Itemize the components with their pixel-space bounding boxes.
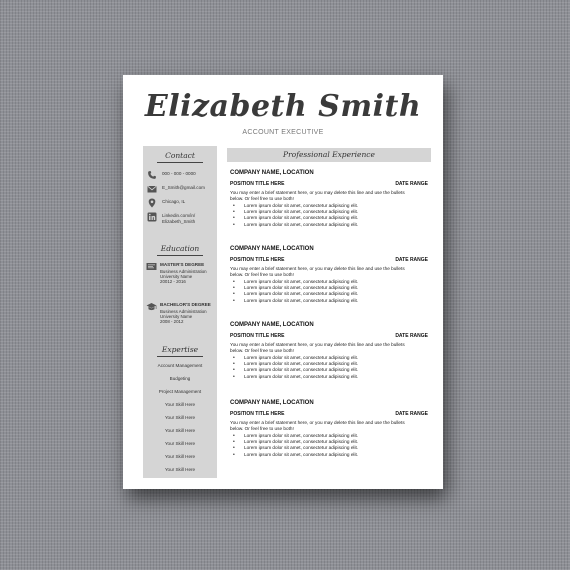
contact-divider (157, 162, 203, 163)
job-bullet: • Lorem ipsum dolor sit amet, consectetur adipiscing elit. (230, 203, 358, 209)
skill-item: Your Skill Here (164, 454, 196, 459)
job-description-line: below. Or feel free to use both! (230, 272, 294, 277)
education-degree: BACHELOR'S DEGREE (160, 302, 211, 307)
job-bullet: • Lorem ipsum dolor sit amet, consectetur adipiscing elit. (230, 374, 358, 380)
job-bullet: • Lorem ipsum dolor sit amet, consectetur adipiscing elit. (230, 291, 358, 297)
job-company: COMPANY NAME, LOCATION (230, 246, 314, 252)
expertise-heading: Expertise (161, 345, 199, 354)
job-description-line: You may enter a brief statement here, or you may delete this line and use the bullets (230, 266, 405, 271)
job-bullet: • Lorem ipsum dolor sit amet, consectetur adipiscing elit. (230, 433, 358, 439)
linkedin-line-1: Linkedin.com/in/ (162, 213, 196, 218)
job-description (230, 342, 425, 354)
job-company: COMPANY NAME, LOCATION (230, 322, 314, 328)
skill-item: Budgeting (169, 376, 191, 381)
job-description-line: You may enter a brief statement here, or you may delete this line and use the bullets (230, 420, 405, 425)
resume-page (123, 75, 443, 489)
contact-phone-text: 000 - 000 - 0000 (162, 171, 196, 176)
email-icon (147, 184, 157, 194)
education-heading: Education (160, 244, 200, 253)
skill-item: Account Management (157, 363, 203, 368)
sidebar (143, 146, 217, 478)
education-divider (157, 255, 203, 256)
education-school: University Name (160, 274, 193, 279)
contact-email-text: E_Smith@gmail.com (162, 185, 205, 190)
job-position: POSITION TITLE HERE (230, 257, 285, 263)
job-company: COMPANY NAME, LOCATION (230, 400, 314, 406)
job-date-range: DATE RANGE (395, 181, 428, 187)
job-description (230, 420, 425, 432)
education-school: University Name (160, 314, 193, 319)
job-position: POSITION TITLE HERE (230, 333, 285, 339)
job-bullet: • Lorem ipsum dolor sit amet, consectetur adipiscing elit. (230, 439, 358, 445)
job-bullet: • Lorem ipsum dolor sit amet, consectetur adipiscing elit. (230, 298, 358, 304)
skill-item: Your Skill Here (164, 428, 196, 433)
education-years: 20012 - 2016 (160, 279, 186, 284)
phone-icon (147, 170, 157, 180)
job-description-line: You may enter a brief statement here, or you may delete this line and use the bullets (230, 190, 405, 195)
job-bullet: • Lorem ipsum dolor sit amet, consectetur adipiscing elit. (230, 355, 358, 361)
job-description-line: below. Or feel free to use both! (230, 348, 294, 353)
education-field: Business Administration (160, 269, 207, 274)
contact-linkedin-text (162, 213, 195, 225)
education-degree: MASTER'S DEGREE (160, 262, 205, 267)
contact-location-text: Chicago, IL (162, 199, 186, 204)
education-years: 2008 - 2012 (160, 319, 184, 324)
skill-item: Your Skill Here (164, 402, 196, 407)
linkedin-line-2: Elizabeth_Smith (162, 219, 196, 224)
resume-job-title: ACCOUNT EXECUTIVE (242, 129, 324, 136)
education-field: Business Administration (160, 309, 207, 314)
job-bullet: • Lorem ipsum dolor sit amet, consectetur adipiscing elit. (230, 367, 358, 373)
skill-item: Your Skill Here (164, 441, 196, 446)
job-date-range: DATE RANGE (395, 257, 428, 263)
contact-linkedin (147, 212, 215, 226)
graduation-cap-icon (146, 302, 157, 312)
location-pin-icon (147, 198, 157, 208)
job-bullet: • Lorem ipsum dolor sit amet, consectetur adipiscing elit. (230, 285, 358, 291)
job-description-line: You may enter a brief statement here, or you may delete this line and use the bullets (230, 342, 405, 347)
job-bullet: • Lorem ipsum dolor sit amet, consectetur adipiscing elit. (230, 452, 358, 458)
contact-heading: Contact (165, 151, 195, 160)
job-bullet-list (230, 203, 358, 228)
job-description (230, 266, 425, 278)
job-bullet: • Lorem ipsum dolor sit amet, consectetur adipiscing elit. (230, 361, 358, 367)
linkedin-icon (147, 212, 157, 222)
job-description (230, 190, 425, 202)
contact-phone (147, 170, 215, 184)
contact-location (147, 198, 215, 212)
job-bullet: • Lorem ipsum dolor sit amet, consectetur adipiscing elit. (230, 279, 358, 285)
expertise-divider (157, 356, 203, 357)
job-description-line: below. Or feel free to use both! (230, 196, 294, 201)
job-bullet-list (230, 279, 358, 304)
job-bullet-list (230, 433, 358, 458)
job-date-range: DATE RANGE (395, 411, 428, 417)
skill-item: Your Skill Here (164, 467, 196, 472)
job-company: COMPANY NAME, LOCATION (230, 170, 314, 176)
job-bullet-list (230, 355, 358, 380)
experience-heading: Professional Experience (227, 148, 431, 162)
job-description-line: below. Or feel free to use both! (230, 426, 294, 431)
skill-item: Project Management (158, 389, 202, 394)
contact-email (147, 184, 215, 198)
certificate-icon (146, 262, 157, 272)
job-bullet: • Lorem ipsum dolor sit amet, consectetur adipiscing elit. (230, 445, 358, 451)
job-bullet: • Lorem ipsum dolor sit amet, consectetur adipiscing elit. (230, 222, 358, 228)
job-date-range: DATE RANGE (395, 333, 428, 339)
resume-name: Elizabeth Smith (144, 89, 422, 124)
job-bullet: • Lorem ipsum dolor sit amet, consectetur adipiscing elit. (230, 209, 358, 215)
job-position: POSITION TITLE HERE (230, 411, 285, 417)
skill-item: Your Skill Here (164, 415, 196, 420)
job-bullet: • Lorem ipsum dolor sit amet, consectetur adipiscing elit. (230, 215, 358, 221)
job-position: POSITION TITLE HERE (230, 181, 285, 187)
